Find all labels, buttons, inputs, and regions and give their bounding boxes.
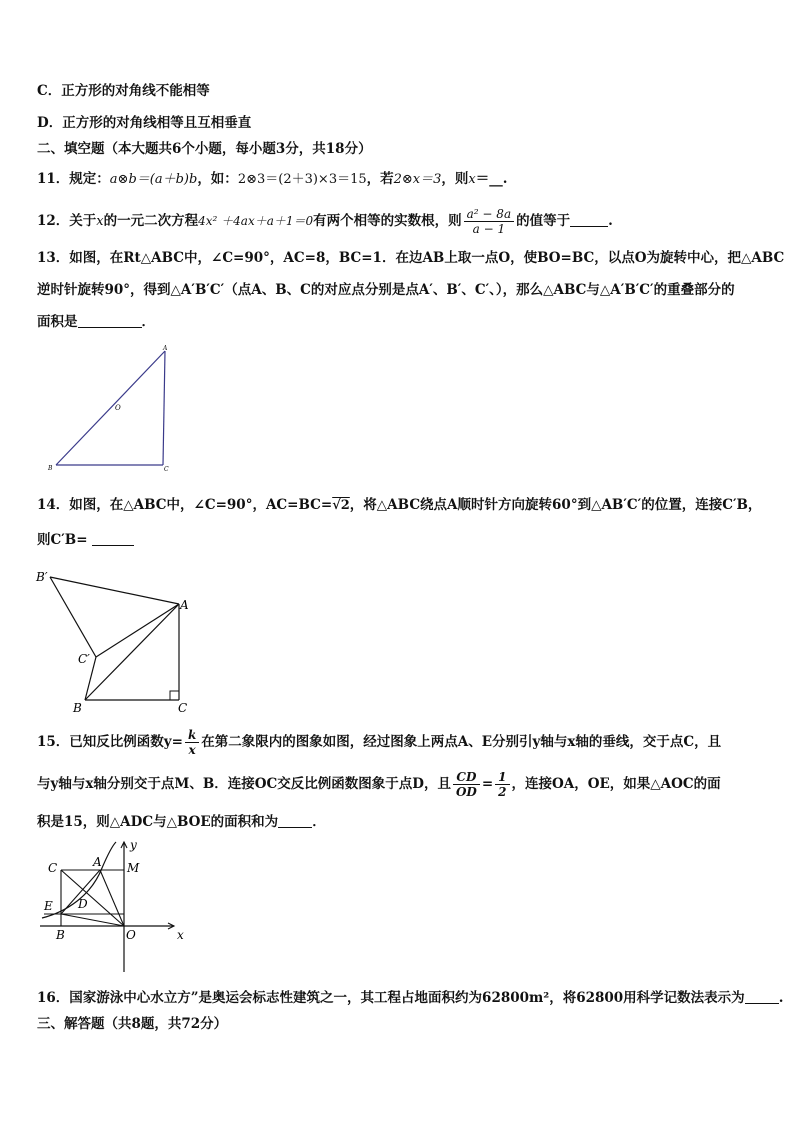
q15-label-d: D [78, 897, 88, 911]
q14-seg-cprime-a [96, 604, 179, 657]
q11-prefix: 11．规定： [37, 171, 110, 187]
q16-answer-blank [745, 989, 779, 1004]
q12-frac-den: a − 1 [472, 222, 506, 236]
q11-example: 2⊗3＝(2＋3)×3＝15 [237, 172, 367, 187]
q11-definition: a⊗b＝(a＋b)b [109, 172, 198, 187]
q13-figure [40, 342, 190, 476]
section-2-heading: 二、填空题（本大题共6个小题，每小题3分，共18分） [37, 141, 372, 157]
q13-line3-prefix: 面积是 [37, 314, 78, 330]
q14-seg-bprime-a [50, 577, 179, 604]
q15-figure [36, 838, 196, 978]
q15-equals: = [481, 776, 494, 792]
q15-seg-o-e [61, 914, 124, 926]
q14-label-a: A [180, 598, 189, 612]
q13-answer-blank [78, 313, 142, 328]
q11-example-lead: ，如： [197, 171, 238, 187]
q12-equation: 4x² ＋4ax＋a＋1＝0 [198, 214, 314, 228]
q15-half-fraction [495, 770, 509, 799]
q13-line-2: 逆时针旋转90°，得到△A′B′C′（点A、B、C的对应点分别是点A′、B′、C′、），那么△ABC与△A′B′C′的重叠部分的 [37, 282, 735, 298]
q15-seg-o-a [100, 870, 124, 926]
q14-seg-a-b [85, 604, 179, 700]
q15-k-num: k [185, 728, 199, 743]
q15-cd-od-fraction [453, 770, 480, 799]
q12-frac-num: a² − 8a [464, 207, 514, 222]
q15-label-o: O [126, 928, 136, 942]
q11-ask: ，则 [441, 171, 469, 187]
q14-figure [32, 566, 202, 718]
q15-half-num: 1 [495, 770, 509, 785]
q15-line3-end: ． [312, 814, 326, 830]
q16-end: . [778, 990, 784, 1006]
q15-line3-prefix: 积是15，则△ADC与△BOE的面积和为 [37, 814, 279, 830]
option-c: C．正方形的对角线不能相等 [37, 83, 210, 99]
question-11 [37, 169, 507, 190]
q13-line-1: 13．如图，在Rt△ABC中，∠C=90°，AC=8，BC=1．在边AB上取一点O，使BO=BC，以点O为旋转中心，把△ABC [37, 250, 785, 266]
q15-label-x: x [177, 928, 184, 942]
q15-line-2 [37, 766, 721, 802]
q11-condition: 2⊗x＝3 [393, 172, 442, 187]
q14-answer-blank [92, 531, 134, 546]
q13-label-a: A [163, 345, 168, 352]
q15-line1-suffix: 在第二象限内的图象如图，经过图象上两点A、E分别引y轴与x轴的垂线，交于点C，且 [201, 734, 722, 750]
q15-line2-suffix: ，连接OA，OE，如果△AOC的面 [511, 776, 721, 792]
q14-label-b: B [73, 701, 82, 715]
q11-tail: ＝__. [475, 171, 508, 187]
q15-k-den: x [188, 743, 196, 757]
q15-label-b: B [56, 928, 65, 942]
q15-line-3 [37, 812, 326, 832]
q13-label-b: B [48, 465, 53, 472]
q12-prefix: 12．关于 [37, 213, 97, 229]
q13-line-3 [37, 312, 155, 332]
q14-line1-suffix: ，将△ABC绕点A顺时针方向旋转60°到△AB′C′的位置，连接C′B， [349, 497, 762, 513]
q15-cd-num: CD [453, 770, 480, 785]
q15-label-c: C [48, 861, 58, 875]
q14-label-bprime: B′ [36, 570, 48, 584]
question-12 [37, 206, 613, 237]
q12-end: . [608, 213, 613, 229]
q12-answer-blank [570, 212, 608, 227]
q14-label-c: C [178, 701, 188, 715]
q15-label-a: A [93, 855, 102, 869]
q15-od-den: OD [455, 785, 477, 799]
q13-side-ab [56, 351, 165, 465]
q12-mid: 的一元二次方程 [103, 213, 199, 229]
q14-seg-bprime-cprime [50, 577, 96, 657]
q14-sqrt: √2 [332, 498, 350, 513]
q13-line3-end: ． [141, 314, 155, 330]
q14-right-angle-mark [170, 691, 179, 700]
q13-side-ac [163, 351, 165, 465]
q12-tail: 的值等于 [516, 213, 571, 229]
q12-var: x [96, 214, 104, 229]
q15-label-e: E [44, 899, 53, 913]
q15-k-fraction [185, 728, 199, 757]
q15-line2-prefix: 与y轴与x轴分别交于点M、B．连接OC交反比例函数图象于点D，且 [37, 776, 451, 792]
q11-var: x [468, 172, 476, 187]
q12-fraction [464, 207, 514, 236]
q15-line1-prefix: 15．已知反比例函数y= [37, 734, 183, 750]
q15-label-m: M [127, 861, 140, 875]
question-16 [37, 988, 783, 1008]
q14-line-1 [37, 495, 761, 516]
q11-condition-lead: ，若 [366, 171, 394, 187]
q13-label-o: O [115, 404, 121, 412]
q15-half-den: 2 [498, 785, 507, 799]
q14-label-cprime: C′ [78, 652, 90, 666]
q15-label-y: y [130, 838, 137, 852]
q15-answer-blank [278, 813, 312, 828]
section-3-heading: 三、解答题（共8题，共72分） [37, 1016, 228, 1032]
q16-text: 16．国家游泳中心水立方”是奥运会标志性建筑之一，其工程占地面积约为62800m²，将62800用科学记数法表示为 [37, 990, 745, 1006]
q14-line2-prefix: 则C′B= [37, 532, 88, 548]
q14-line1-prefix: 14．如图，在△ABC中，∠C=90°，AC=BC= [37, 497, 333, 513]
q12-mid2: 有两个相等的实数根，则 [313, 213, 462, 229]
q15-line-1 [37, 727, 721, 757]
q14-line-2 [37, 530, 134, 550]
option-d: D．正方形的对角线相等且互相垂直 [37, 115, 252, 131]
q13-label-c: C [164, 466, 169, 473]
